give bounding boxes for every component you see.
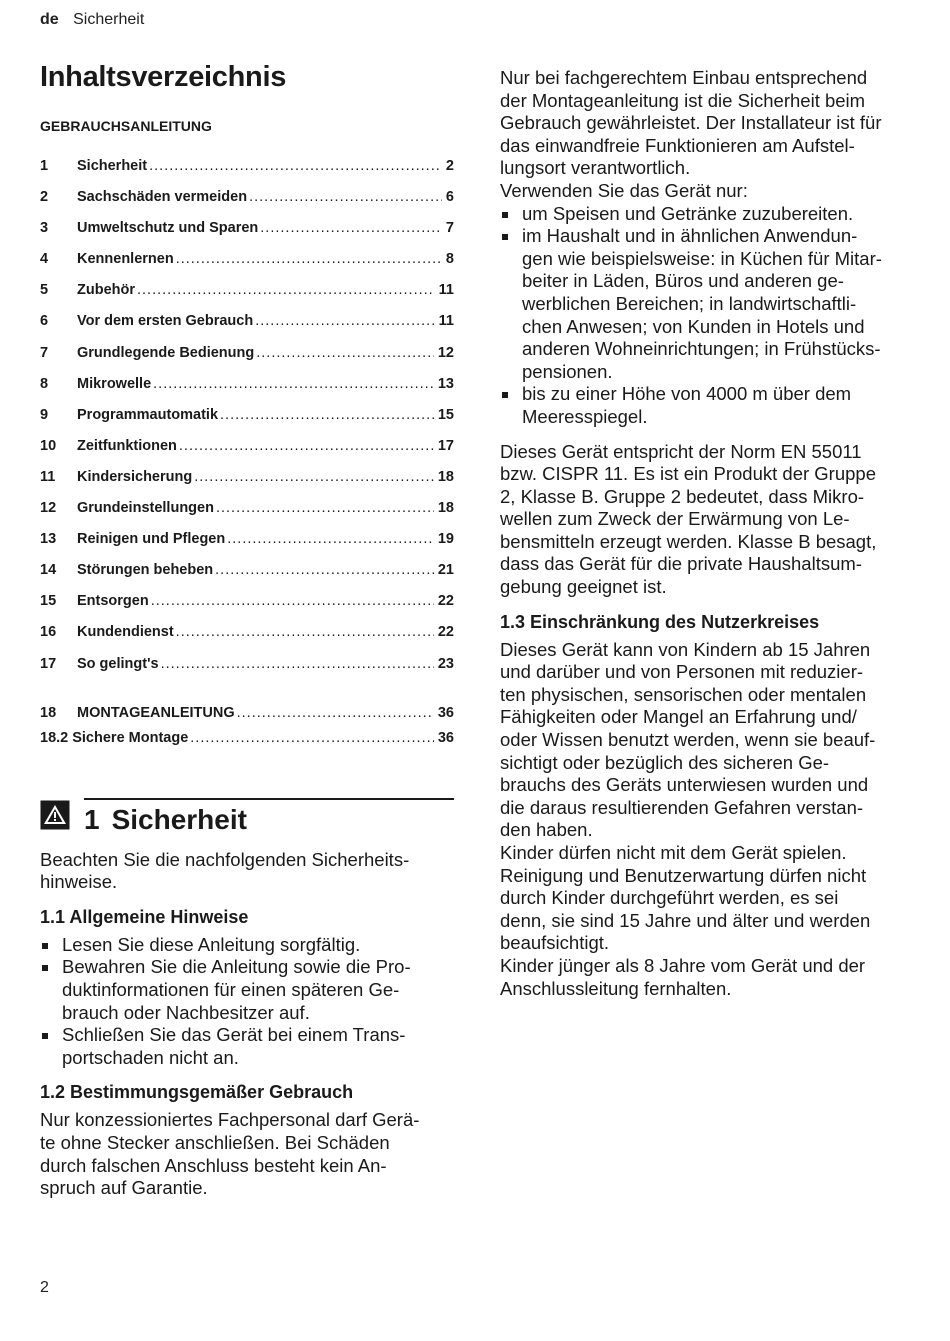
toc-entry[interactable] [40,560,454,591]
toc-entry-page: 19 [437,531,454,548]
toc-entry[interactable] [40,343,454,374]
chapter-intro: Beachten Sie die nachfolgenden Sicherheits- hinweise. [40,848,410,893]
toc-entry-label: Entsorgen [77,593,149,610]
toc-leader-dots [237,703,434,723]
toc-entry-number: 3 [40,220,49,237]
chapter-number: 1 [84,803,100,835]
toc-entry-page: 36 [437,704,454,721]
toc-leader-dots [137,280,435,300]
list-item: um Speisen und Getränke zuzubereiten. [500,203,915,226]
toc-entry[interactable] [40,218,454,249]
toc-entry[interactable] [40,498,454,529]
toc-leader-dots [256,343,434,363]
toc-leader-dots [227,529,434,549]
toc-entry-label: Grundlegende Bedienung [77,344,255,361]
header-section-title: Sicherheit [73,11,145,28]
toc-leader-dots [179,436,434,456]
toc-leader-dots [194,467,434,487]
toc-entry-label: Sachschäden vermeiden [77,189,248,206]
toc-entry-number: 15 [40,593,57,610]
toc-entry-label: Kennenlernen [77,251,174,268]
paragraph: Nur bei fachgerechtem Einbau entsprechend der Montageanleitung ist die Sicherheit beim Gebrauch gewährleistet. Der Installateur ist für das einwandfreie Funktionieren am Aufstel- lungsort verantwortlich. [500,67,882,179]
toc-leader-dots [161,654,434,674]
toc-section-label: GEBRAUCHSANLEITUNG [40,118,212,134]
toc-entry-number: 14 [40,562,57,579]
toc-entry-label: Zubehör [77,282,135,299]
toc-leader-dots [260,218,442,238]
toc-entry-page: 22 [437,624,454,641]
toc-entry-page: 6 [445,189,454,206]
list-item: Schließen Sie das Gerät bei einem Trans- portschaden nicht an. [40,1024,454,1069]
page-number: 2 [40,1279,49,1296]
toc-entry-label: MONTAGEANLEITUNG [77,704,235,721]
toc-entry[interactable] [40,703,454,728]
toc-entry[interactable] [40,374,454,405]
toc-entry[interactable] [40,249,454,280]
toc-entry-page: 18 [437,468,454,485]
toc-entry[interactable] [40,280,454,311]
toc-leader-dots [149,156,442,176]
right-column [500,67,915,1000]
bullet-list-1-2 [500,203,915,429]
language-code: de [40,11,59,28]
toc-entry-number: 18.2 [40,729,69,746]
toc-entry-number: 2 [40,189,49,206]
list-item: bis zu einer Höhe von 4000 m über dem Meeresspiegel. [500,383,915,428]
toc-entry-label: So gelingt's [77,655,159,672]
toc-montage-list [40,703,454,753]
toc-entry-number: 7 [40,344,49,361]
section-heading-1-2: 1.2 Bestimmungsgemäßer Gebrauch [40,1082,354,1103]
toc-entry[interactable] [40,156,454,187]
toc-entry-number: 8 [40,375,49,392]
toc-entry[interactable] [40,405,454,436]
toc-entry-number: 1 [40,158,49,174]
toc-entry-number: 4 [40,251,49,268]
toc-entry-page: 18 [437,500,454,517]
toc-entry-label: Kundendienst [77,624,174,641]
toc-entry-number: 6 [40,313,49,330]
toc-entry-number: 16 [40,624,57,641]
toc-entry-label: Sichere Montage [72,729,189,746]
toc-leader-dots [215,560,434,580]
toc-leader-dots [255,311,434,331]
toc-entry-label: Vor dem ersten Gebrauch [77,313,254,330]
toc-leader-dots [176,622,434,642]
toc-entry[interactable] [40,187,454,218]
toc-entry[interactable] [40,622,454,653]
paragraph: Dieses Gerät entspricht der Norm EN 55011 bzw. CISPR 11. Es ist ein Produkt der Gruppe 2, Klasse B. Gruppe 2 bedeutet, dass Mikro- wellen zum Zweck der Erwärmung von Le- bensmitteln erzeugt werden. Klasse B besagt, dass das Gerät für die private Haushaltsum- gebung geeignet ist. [500,440,877,598]
toc-leader-dots [190,728,434,748]
chapter-title [84,802,247,838]
toc-leader-dots [151,591,434,611]
paragraph: Kinder dürfen nicht mit dem Gerät spielen. [500,842,847,863]
toc-entry-label: Sicherheit [77,158,148,174]
bullet-list-1-1 [40,934,454,1070]
toc-list [40,156,454,685]
toc-entry-label: Grundeinstellungen [77,500,214,517]
toc-entry-page: 13 [437,375,454,392]
list-item: Bewahren Sie die Anleitung sowie die Pro- duktinformationen für einen späteren Ge- brauch oder Nachbesitzer auf. [40,956,454,1024]
chapter-title-text: Sicherheit [111,803,247,835]
section-heading-1-3: 1.3 Einschränkung des Nutzerkreises [500,611,820,632]
toc-entry[interactable] [40,529,454,560]
page-header [40,11,144,29]
toc-entry-page: 11 [438,313,454,330]
toc-entry-number: 12 [40,500,57,517]
toc-entry[interactable] [40,311,454,342]
warning-triangle-icon [40,800,70,830]
toc-entry-page: 22 [437,593,454,610]
chapter-heading [84,798,454,844]
section-heading-1-1: 1.1 Allgemeine Hinweise [40,906,249,927]
toc-leader-dots [216,498,434,518]
toc-entry-page: 8 [445,251,454,268]
toc-entry-number: 18 [40,704,57,721]
toc-entry-page: 17 [437,437,454,454]
toc-entry-page: 12 [437,344,454,361]
toc-entry-label: Umweltschutz und Sparen [77,220,259,237]
toc-entry[interactable] [40,654,454,685]
paragraph: Reinigung und Benutzerwartung dürfen nicht durch Kinder durchgeführt werden, es sei denn, sie sind 15 Jahre und älter und werden beaufsichtigt. [500,864,871,954]
toc-entry-label: Reinigen und Pflegen [77,531,226,548]
toc-entry-label: Zeitfunktionen [77,437,177,454]
toc-entry-label: Mikrowelle [77,375,152,392]
toc-title: Inhaltsverzeichnis [40,61,287,93]
list-item: Lesen Sie diese Anleitung sorgfältig. [40,934,454,957]
toc-entry[interactable] [40,591,454,622]
toc-entry-page: 7 [445,220,454,237]
paragraph: Kinder jünger als 8 Jahre vom Gerät und der Anschlussleitung fernhalten. [500,954,866,999]
toc-entry-number: 17 [40,655,57,672]
toc-leader-dots [153,374,434,394]
toc-entry-page: 2 [445,158,454,174]
toc-entry-page: 23 [437,655,454,672]
toc-entry[interactable] [40,467,454,498]
toc-leader-dots [176,249,442,269]
toc-entry-number: 9 [40,406,49,423]
toc-entry-page: 21 [437,562,454,579]
toc-entry-label: Programmautomatik [77,406,219,423]
toc-leader-dots [249,187,442,207]
toc-entry-page: 11 [438,282,454,299]
toc-entry-number: 13 [40,531,57,548]
toc-entry-number: 5 [40,282,49,299]
toc-entry[interactable] [40,436,454,467]
spacer [500,429,915,441]
left-column [40,56,454,1200]
list-item: im Haushalt und in ähnlichen Anwendun- gen wie beispielsweise: in Küchen für Mitar- beiter in Läden, Büros und anderen ge- werblichen Bereichen; in landwirtschaftli- chen Anwesen; von Kunden in Hotels und anderen Wohneinrichtungen; in Frühstücks- pensionen. [500,225,915,383]
paragraph: Dieses Gerät kann von Kindern ab 15 Jahren und darüber und von Personen mit reduzier- ten physischen, sensorischen oder mentalen Fähigkeiten oder Mangel an Erfahrung und/ oder Wissen benutzt werden, wenn sie beauf- sichtigt oder bezüglich des sicheren Ge- brauchs des Geräts unterwiesen wurden und die daraus resultierenden Gefahren verstan- den haben. [500,638,876,841]
toc-entry-page: 15 [437,406,454,423]
toc-entry[interactable] [40,728,454,753]
paragraph: Verwenden Sie das Gerät nur: [500,179,748,201]
toc-entry-number: 11 [40,468,56,485]
toc-entry-page: 36 [437,729,454,746]
toc-leader-dots [220,405,434,425]
paragraph: Nur konzessioniertes Fachpersonal darf Gerä- te ohne Stecker anschließen. Bei Schäden durch falschen Anschluss besteht kein An- spruch auf Garantie. [40,1109,420,1199]
toc-entry-label: Kindersicherung [77,468,193,485]
toc-entry-label: Störungen beheben [77,562,214,579]
toc-entry-number: 10 [40,437,57,454]
